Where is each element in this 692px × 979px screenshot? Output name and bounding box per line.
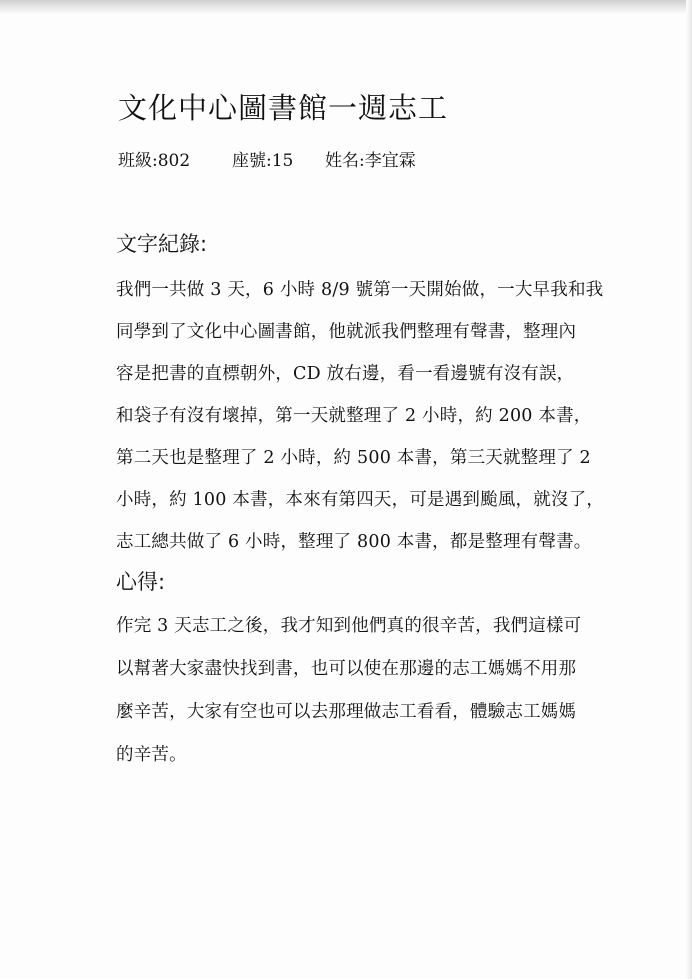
thoughts-line: 以幫著大家盡快找到書，也可以使在那邊的志工媽媽不用那 bbox=[116, 659, 577, 679]
class-field: 班級:802 bbox=[118, 151, 191, 171]
seat-number-field: 座號:15 bbox=[232, 151, 294, 171]
record-line: 和袋子有沒有壞掉，第一天就整理了 2 小時，約 200 本書， bbox=[116, 406, 592, 426]
thoughts-line: 麼辛苦，大家有空也可以去那理做志工看看，體驗志工媽媽 bbox=[116, 702, 577, 722]
document-title: 文化中心圖書館一週志工 bbox=[118, 91, 449, 125]
thoughts-line: 作完 3 天志工之後，我才知到他們真的很辛苦，我們這樣可 bbox=[116, 616, 582, 636]
scan-shadow-top bbox=[0, 0, 692, 14]
thoughts-heading: 心得: bbox=[116, 570, 166, 594]
record-line: 容是把書的直標朝外，CD 放右邊，看一看邊號有沒有誤， bbox=[116, 364, 575, 384]
thoughts-line: 的辛苦。 bbox=[116, 745, 187, 765]
student-name-field: 姓名:李宜霖 bbox=[325, 151, 416, 171]
record-heading: 文字紀錄: bbox=[116, 232, 208, 256]
record-line: 第二天也是整理了 2 小時，約 500 本書，第三天就整理了 2 bbox=[116, 448, 591, 468]
scan-shadow-right bbox=[686, 0, 692, 979]
record-line: 小時，約 100 本書，本來有第四天，可是遇到颱風，就沒了， bbox=[116, 490, 605, 510]
record-line: 同學到了文化中心圖書館，他就派我們整理有聲書，整理內 bbox=[116, 322, 577, 342]
record-line: 志工總共做了 6 小時，整理了 800 本書，都是整理有聲書。 bbox=[116, 532, 592, 552]
record-line: 我們一共做 3 天，6 小時 8/9 號第一天開始做，一大早我和我 bbox=[116, 280, 604, 300]
